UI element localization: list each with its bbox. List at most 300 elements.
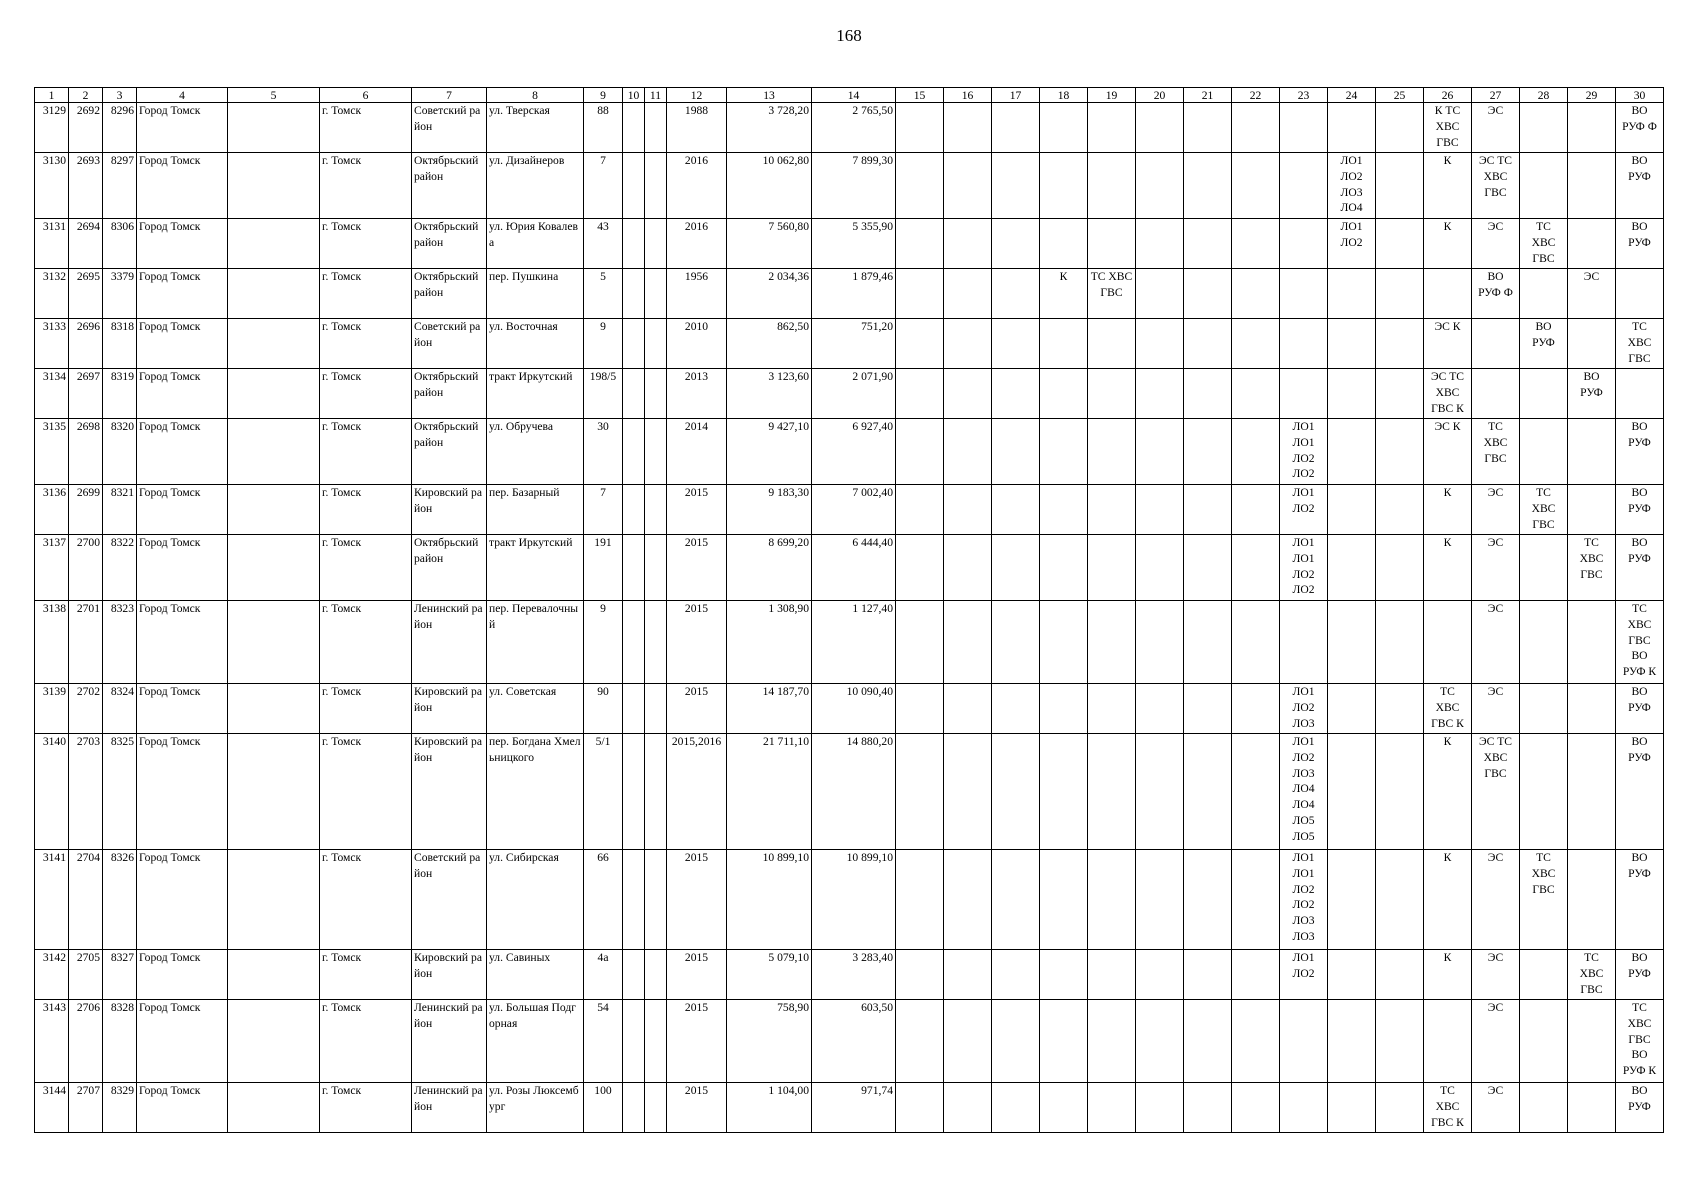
table-cell bbox=[944, 601, 992, 684]
table-cell bbox=[645, 419, 667, 485]
table-cell: 3140 bbox=[35, 734, 69, 850]
table-cell: 3 728,20 bbox=[727, 103, 812, 153]
table-cell: 2692 bbox=[69, 103, 103, 153]
table-cell bbox=[1280, 269, 1328, 319]
table-cell bbox=[1328, 485, 1376, 535]
table-cell bbox=[228, 269, 320, 319]
table-row bbox=[35, 1000, 1664, 1083]
table-cell: ТС ХВС ГВС bbox=[1472, 419, 1520, 485]
table-cell bbox=[623, 850, 645, 950]
table-cell bbox=[228, 601, 320, 684]
table-cell bbox=[944, 950, 992, 1000]
table-cell bbox=[944, 485, 992, 535]
table-cell bbox=[1472, 319, 1520, 369]
table-cell: 8329 bbox=[103, 1083, 137, 1133]
table-row bbox=[35, 684, 1664, 734]
table-cell bbox=[1280, 153, 1328, 219]
table-cell: 2015,2016 bbox=[667, 734, 727, 850]
table-cell: 8318 bbox=[103, 319, 137, 369]
table-cell: ТС ХВС ГВС К bbox=[1424, 1083, 1472, 1133]
table-cell: 3141 bbox=[35, 850, 69, 950]
table-cell: Город Томск bbox=[137, 535, 228, 601]
table-cell bbox=[1568, 850, 1616, 950]
table-row bbox=[35, 734, 1664, 850]
table-cell bbox=[944, 1000, 992, 1083]
table-cell bbox=[1088, 369, 1136, 419]
table-cell: 2707 bbox=[69, 1083, 103, 1133]
table-cell: Город Томск bbox=[137, 1000, 228, 1083]
table-cell: ТС ХВС ГВС К bbox=[1424, 684, 1472, 734]
table-cell bbox=[1136, 535, 1184, 601]
table-cell bbox=[1136, 684, 1184, 734]
table-cell bbox=[1232, 684, 1280, 734]
table-cell bbox=[896, 103, 944, 153]
table-cell bbox=[645, 269, 667, 319]
column-number: 9 bbox=[584, 88, 623, 103]
table-cell bbox=[1376, 850, 1424, 950]
table-cell: Кировский район bbox=[412, 684, 487, 734]
page-number: 168 bbox=[836, 26, 862, 45]
table-cell: ТС ХВС ГВС bbox=[1520, 850, 1568, 950]
table-cell: ТС ХВС ГВС bbox=[1616, 319, 1664, 369]
table-cell: 3129 bbox=[35, 103, 69, 153]
table-cell: 2700 bbox=[69, 535, 103, 601]
table-cell bbox=[1040, 369, 1088, 419]
table-cell bbox=[1184, 1083, 1232, 1133]
table-cell bbox=[1040, 950, 1088, 1000]
table-cell: 9 bbox=[584, 319, 623, 369]
table-cell: Советский район bbox=[412, 850, 487, 950]
column-number-row bbox=[35, 88, 1664, 103]
table-cell bbox=[896, 153, 944, 219]
table-cell bbox=[1088, 950, 1136, 1000]
table-cell: ЭС bbox=[1472, 485, 1520, 535]
table-cell bbox=[944, 103, 992, 153]
table-cell: Город Томск bbox=[137, 1083, 228, 1133]
table-cell bbox=[1088, 850, 1136, 950]
table-cell: 3138 bbox=[35, 601, 69, 684]
table-cell: ЭС bbox=[1472, 684, 1520, 734]
table-cell bbox=[1328, 950, 1376, 1000]
table-cell: ул. Сибирская bbox=[487, 850, 584, 950]
table-cell: К bbox=[1424, 734, 1472, 850]
table-cell: Город Томск bbox=[137, 153, 228, 219]
table-cell: 9 183,30 bbox=[727, 485, 812, 535]
table-row bbox=[35, 485, 1664, 535]
table-cell: ЭС ТС ХВС ГВС К bbox=[1424, 369, 1472, 419]
table-cell: Кировский район bbox=[412, 485, 487, 535]
table-cell: 7 560,80 bbox=[727, 219, 812, 269]
column-number: 29 bbox=[1568, 88, 1616, 103]
table-cell: ЛО1 ЛО2 bbox=[1328, 219, 1376, 269]
table-cell: ВО РУФ bbox=[1616, 734, 1664, 850]
table-cell: ВО РУФ bbox=[1616, 485, 1664, 535]
table-cell bbox=[1568, 601, 1616, 684]
table-cell bbox=[1088, 419, 1136, 485]
table-cell: Ленинский район bbox=[412, 1000, 487, 1083]
column-number: 17 bbox=[992, 88, 1040, 103]
table-cell bbox=[992, 369, 1040, 419]
table-cell: 3135 bbox=[35, 419, 69, 485]
table-cell bbox=[1568, 219, 1616, 269]
table-cell: г. Томск bbox=[320, 269, 412, 319]
table-cell bbox=[1328, 369, 1376, 419]
table-cell bbox=[645, 850, 667, 950]
table-cell: 2702 bbox=[69, 684, 103, 734]
table-cell: 8306 bbox=[103, 219, 137, 269]
table-cell: 5/1 bbox=[584, 734, 623, 850]
table-cell bbox=[1376, 269, 1424, 319]
table-cell bbox=[1088, 1000, 1136, 1083]
table-cell: Город Томск bbox=[137, 369, 228, 419]
table-cell bbox=[944, 369, 992, 419]
table-cell: 3379 bbox=[103, 269, 137, 319]
table-cell: 2696 bbox=[69, 319, 103, 369]
table-cell bbox=[1328, 103, 1376, 153]
table-cell: 1 104,00 bbox=[727, 1083, 812, 1133]
table-row bbox=[35, 269, 1664, 319]
table-cell bbox=[1376, 535, 1424, 601]
table-row bbox=[35, 103, 1664, 153]
table-cell bbox=[623, 319, 645, 369]
table-cell: 2015 bbox=[667, 684, 727, 734]
table-cell: К bbox=[1424, 850, 1472, 950]
table-cell bbox=[992, 950, 1040, 1000]
table-cell: К bbox=[1424, 219, 1472, 269]
table-cell bbox=[1136, 269, 1184, 319]
table-cell bbox=[1376, 419, 1424, 485]
table-cell bbox=[623, 369, 645, 419]
table-cell bbox=[896, 950, 944, 1000]
table-cell bbox=[1088, 219, 1136, 269]
table-cell bbox=[1184, 103, 1232, 153]
table-cell: г. Томск bbox=[320, 369, 412, 419]
table-cell: 2706 bbox=[69, 1000, 103, 1083]
table-cell bbox=[944, 319, 992, 369]
table-cell bbox=[1040, 153, 1088, 219]
table-cell bbox=[992, 219, 1040, 269]
table-cell bbox=[1424, 601, 1472, 684]
table-cell: ТС ХВС ГВС ВО РУФ К bbox=[1616, 1000, 1664, 1083]
table-cell bbox=[992, 419, 1040, 485]
column-number: 28 bbox=[1520, 88, 1568, 103]
table-cell: 8319 bbox=[103, 369, 137, 419]
table-cell: 2015 bbox=[667, 1083, 727, 1133]
table-cell bbox=[944, 269, 992, 319]
table-cell bbox=[1136, 103, 1184, 153]
table-cell bbox=[1424, 1000, 1472, 1083]
table-cell bbox=[896, 734, 944, 850]
table-cell: ЭС К bbox=[1424, 419, 1472, 485]
table-cell bbox=[1040, 601, 1088, 684]
column-number: 19 bbox=[1088, 88, 1136, 103]
table-cell bbox=[623, 103, 645, 153]
table-cell bbox=[645, 319, 667, 369]
table-cell bbox=[623, 950, 645, 1000]
table-cell bbox=[1376, 1000, 1424, 1083]
table-cell: 8297 bbox=[103, 153, 137, 219]
table-cell: К ТС ХВС ГВС bbox=[1424, 103, 1472, 153]
table-cell: Город Томск bbox=[137, 734, 228, 850]
table-cell bbox=[623, 419, 645, 485]
table-cell bbox=[1184, 369, 1232, 419]
table-cell bbox=[896, 319, 944, 369]
table-cell: ТС ХВС ГВС ВО РУФ К bbox=[1616, 601, 1664, 684]
table-cell bbox=[1376, 219, 1424, 269]
table-cell: ЛО1 ЛО2 bbox=[1280, 485, 1328, 535]
table-cell: 30 bbox=[584, 419, 623, 485]
table-cell: г. Томск bbox=[320, 734, 412, 850]
table-cell bbox=[1616, 269, 1664, 319]
table-cell: Октябрьский район bbox=[412, 153, 487, 219]
table-cell bbox=[645, 153, 667, 219]
table-cell: 3132 bbox=[35, 269, 69, 319]
table-cell: 2694 bbox=[69, 219, 103, 269]
column-number: 10 bbox=[623, 88, 645, 103]
table-cell bbox=[1136, 850, 1184, 950]
table-cell: Октябрьский район bbox=[412, 269, 487, 319]
table-cell: К bbox=[1424, 950, 1472, 1000]
table-cell bbox=[992, 319, 1040, 369]
table-cell: 2 071,90 bbox=[812, 369, 896, 419]
table-row bbox=[35, 950, 1664, 1000]
table-cell: Ленинский район bbox=[412, 1083, 487, 1133]
table-cell bbox=[228, 734, 320, 850]
table-cell: Ленинский район bbox=[412, 601, 487, 684]
table-cell bbox=[1520, 684, 1568, 734]
table-cell: Советский район bbox=[412, 319, 487, 369]
table-cell: пер. Перевалочный bbox=[487, 601, 584, 684]
table-cell: ЛО1 ЛО2 ЛО3 ЛО4 ЛО4 ЛО5 ЛО5 bbox=[1280, 734, 1328, 850]
table-cell: Октябрьский район bbox=[412, 219, 487, 269]
table-cell: Город Томск bbox=[137, 950, 228, 1000]
table-cell: 3143 bbox=[35, 1000, 69, 1083]
table-row bbox=[35, 535, 1664, 601]
table-cell: г. Томск bbox=[320, 950, 412, 1000]
table-cell bbox=[1232, 535, 1280, 601]
table-cell: г. Томск bbox=[320, 1083, 412, 1133]
table-cell bbox=[1040, 419, 1088, 485]
table-cell bbox=[228, 684, 320, 734]
table-cell: г. Томск bbox=[320, 1000, 412, 1083]
table-row bbox=[35, 601, 1664, 684]
table-cell bbox=[1280, 1083, 1328, 1133]
table-cell: г. Томск bbox=[320, 319, 412, 369]
table-cell bbox=[944, 1083, 992, 1133]
table-cell bbox=[1328, 734, 1376, 850]
table-cell: 5 079,10 bbox=[727, 950, 812, 1000]
table-cell: 2695 bbox=[69, 269, 103, 319]
table-cell bbox=[228, 369, 320, 419]
table-cell bbox=[1184, 734, 1232, 850]
table-cell bbox=[1040, 684, 1088, 734]
table-cell: Город Томск bbox=[137, 319, 228, 369]
table-cell bbox=[1136, 1000, 1184, 1083]
table-cell bbox=[1088, 485, 1136, 535]
table-cell bbox=[1232, 850, 1280, 950]
table-cell: Советский район bbox=[412, 103, 487, 153]
building-registry-table bbox=[34, 87, 1664, 1133]
column-number: 6 bbox=[320, 88, 412, 103]
table-cell bbox=[623, 1000, 645, 1083]
table-cell bbox=[1232, 950, 1280, 1000]
table-cell: 3 283,40 bbox=[812, 950, 896, 1000]
table-cell: 8327 bbox=[103, 950, 137, 1000]
table-cell bbox=[1280, 319, 1328, 369]
table-cell: 100 bbox=[584, 1083, 623, 1133]
table-cell bbox=[944, 219, 992, 269]
table-cell bbox=[1232, 219, 1280, 269]
table-cell bbox=[1568, 153, 1616, 219]
table-cell: ЭС bbox=[1472, 601, 1520, 684]
table-cell bbox=[1136, 734, 1184, 850]
table-cell bbox=[1088, 684, 1136, 734]
table-cell: 1988 bbox=[667, 103, 727, 153]
table-cell: Кировский район bbox=[412, 950, 487, 1000]
table-cell bbox=[1184, 850, 1232, 950]
table-cell: г. Томск bbox=[320, 850, 412, 950]
table-cell: 10 062,80 bbox=[727, 153, 812, 219]
table-cell bbox=[1040, 1083, 1088, 1133]
table-cell bbox=[623, 535, 645, 601]
table-cell: тракт Иркутский bbox=[487, 369, 584, 419]
table-cell: ЭС bbox=[1472, 850, 1520, 950]
table-cell: 9 bbox=[584, 601, 623, 684]
table-cell bbox=[1136, 369, 1184, 419]
table-cell bbox=[228, 950, 320, 1000]
table-cell bbox=[1184, 1000, 1232, 1083]
table-cell: 8324 bbox=[103, 684, 137, 734]
table-cell bbox=[1136, 153, 1184, 219]
table-cell bbox=[1568, 684, 1616, 734]
table-cell: ул. Савиных bbox=[487, 950, 584, 1000]
table-cell bbox=[992, 103, 1040, 153]
table-cell bbox=[992, 850, 1040, 950]
table-cell bbox=[1520, 601, 1568, 684]
table-cell bbox=[645, 734, 667, 850]
table-cell bbox=[623, 485, 645, 535]
table-cell bbox=[1376, 734, 1424, 850]
table-cell: 10 899,10 bbox=[812, 850, 896, 950]
table-cell bbox=[896, 601, 944, 684]
table-cell bbox=[1280, 219, 1328, 269]
table-cell: 3130 bbox=[35, 153, 69, 219]
table-cell bbox=[623, 601, 645, 684]
table-cell bbox=[1040, 219, 1088, 269]
table-cell: ЛО1 ЛО1 ЛО2 ЛО2 bbox=[1280, 535, 1328, 601]
table-cell: ул. Советская bbox=[487, 684, 584, 734]
table-cell bbox=[1280, 1000, 1328, 1083]
table-cell: 54 bbox=[584, 1000, 623, 1083]
table-cell bbox=[992, 269, 1040, 319]
table-cell bbox=[1520, 419, 1568, 485]
table-cell bbox=[1040, 850, 1088, 950]
table-cell bbox=[1376, 369, 1424, 419]
table-cell: К bbox=[1424, 485, 1472, 535]
table-cell: г. Томск bbox=[320, 485, 412, 535]
table-cell: ул. Большая Подгорная bbox=[487, 1000, 584, 1083]
table-cell bbox=[896, 419, 944, 485]
table-cell bbox=[1136, 219, 1184, 269]
table-cell: Город Томск bbox=[137, 601, 228, 684]
table-cell bbox=[645, 369, 667, 419]
table-cell: 3134 bbox=[35, 369, 69, 419]
table-cell bbox=[1376, 1083, 1424, 1133]
table-cell: ЛО1 ЛО2 ЛО3 bbox=[1280, 684, 1328, 734]
table-cell bbox=[1040, 734, 1088, 850]
table-cell: пер. Пушкина bbox=[487, 269, 584, 319]
table-cell bbox=[1232, 369, 1280, 419]
table-cell bbox=[645, 1083, 667, 1133]
table-cell: 8325 bbox=[103, 734, 137, 850]
column-number: 26 bbox=[1424, 88, 1472, 103]
table-cell: ул. Обручева bbox=[487, 419, 584, 485]
table-cell bbox=[1040, 1000, 1088, 1083]
table-cell: ЛО1 ЛО2 ЛО3 ЛО4 bbox=[1328, 153, 1376, 219]
table-cell: 8323 bbox=[103, 601, 137, 684]
column-number: 23 bbox=[1280, 88, 1328, 103]
table-cell bbox=[896, 1083, 944, 1133]
table-cell: К bbox=[1424, 535, 1472, 601]
table-cell: ЭС bbox=[1472, 219, 1520, 269]
table-cell: 3137 bbox=[35, 535, 69, 601]
table-cell bbox=[1136, 601, 1184, 684]
column-number: 22 bbox=[1232, 88, 1280, 103]
table-cell: 8326 bbox=[103, 850, 137, 950]
table-cell: г. Томск bbox=[320, 219, 412, 269]
table-cell: 7 899,30 bbox=[812, 153, 896, 219]
table-cell: 7 002,40 bbox=[812, 485, 896, 535]
table-cell: 2015 bbox=[667, 950, 727, 1000]
table-cell bbox=[1184, 269, 1232, 319]
table-cell: Октябрьский район bbox=[412, 535, 487, 601]
table-cell bbox=[1328, 1000, 1376, 1083]
table-cell bbox=[896, 684, 944, 734]
table-cell: 971,74 bbox=[812, 1083, 896, 1133]
table-cell: г. Томск bbox=[320, 419, 412, 485]
table-cell: ВО РУФ Ф bbox=[1616, 103, 1664, 153]
table-cell bbox=[1136, 485, 1184, 535]
table-cell: ТС ХВС ГВС bbox=[1568, 950, 1616, 1000]
table-cell: ул. Дизайнеров bbox=[487, 153, 584, 219]
table-cell bbox=[944, 535, 992, 601]
column-number: 3 bbox=[103, 88, 137, 103]
table-cell bbox=[1616, 369, 1664, 419]
table-cell bbox=[228, 319, 320, 369]
table-cell bbox=[623, 219, 645, 269]
table-cell: 3139 bbox=[35, 684, 69, 734]
table-cell: ВО РУФ bbox=[1616, 1083, 1664, 1133]
table-cell bbox=[228, 103, 320, 153]
column-number: 16 bbox=[944, 88, 992, 103]
table-cell bbox=[1328, 419, 1376, 485]
column-number: 20 bbox=[1136, 88, 1184, 103]
table-cell bbox=[896, 269, 944, 319]
table-cell bbox=[623, 1083, 645, 1133]
table-cell bbox=[228, 219, 320, 269]
table-cell: 2 765,50 bbox=[812, 103, 896, 153]
column-number: 24 bbox=[1328, 88, 1376, 103]
table-cell: ВО РУФ bbox=[1520, 319, 1568, 369]
table-cell: Город Томск bbox=[137, 269, 228, 319]
table-cell bbox=[228, 419, 320, 485]
column-number: 25 bbox=[1376, 88, 1424, 103]
column-number: 14 bbox=[812, 88, 896, 103]
table-cell bbox=[1184, 950, 1232, 1000]
table-cell bbox=[1520, 1000, 1568, 1083]
table-cell: 2015 bbox=[667, 535, 727, 601]
table-cell: ул. Восточная bbox=[487, 319, 584, 369]
